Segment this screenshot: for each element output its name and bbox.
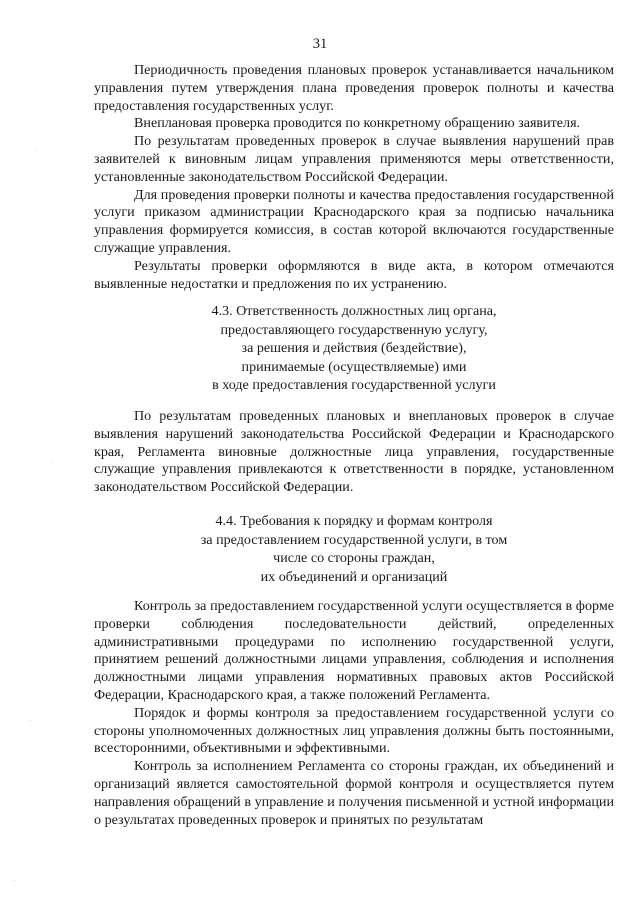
paragraph-unplanned-check: Внеплановая проверка проводится по конкретному обращению заявителя. bbox=[134, 115, 581, 132]
heading-line: за решения и действия (бездействие), bbox=[241, 340, 467, 357]
paragraph-liability: По результатам проведенных плановых и внеплановых проверок в случае выявления нарушений законодательства Российской Федерации и Краснодарского края, Регламента виновные должностные лица управления, государственные служащие управления привлекаются к ответственности в порядке, установленном законодательством Российской Федерации. bbox=[94, 408, 614, 496]
heading-line: принимаемые (осуществляемые) ими bbox=[241, 358, 467, 375]
scan-speck bbox=[14, 880, 15, 881]
paragraph-control-order: Порядок и формы контроля за предоставлением государственной услуги со стороны уполномоченных должностных лиц управления должны быть постоянными, всесторонними, объективными и эффективными. bbox=[94, 704, 614, 757]
paragraph-commission: Для проведения проверки полноты и качества предоставления государственной услуги приказом администрации Краснодарского края за подписью начальника управления формируется комиссия, в состав которой включаются государственные служащие управления. bbox=[94, 186, 614, 256]
scan-speck bbox=[30, 720, 31, 721]
paragraph-citizen-control: Контроль за исполнением Регламента со стороны граждан, их объединений и организаций является самостоятельной формой контроля и осуществляется путем направления обращений в управление и получения письменной и устной информации о результатах проведенных проверок и принятых по результатам bbox=[94, 758, 614, 828]
heading-line: 4.3. Ответственность должностных лиц органа, bbox=[211, 303, 497, 319]
heading-line: предоставляющего государственную услугу, bbox=[220, 321, 488, 338]
paragraph-act: Результаты проверки оформляются в виде акта, в котором отмечаются выявленные недостатки и предложения по их устранению. bbox=[94, 257, 614, 292]
paragraph-control-form: Контроль за предоставлением государственной услуги осуществляется в форме проверки соблюдения последовательности действий, определенных административными процедурами по исполнению государственной услуги, принятием решений должностными лицами управления, соблюдения и исполнения должностными лицами управления нормативных правовых актов Российской Федерации, Краснодарского края, а также положений Регламента. bbox=[94, 598, 614, 703]
section-heading-4-3 bbox=[94, 302, 614, 395]
scan-speck bbox=[52, 462, 53, 463]
heading-line: числе со стороны граждан, bbox=[273, 550, 435, 567]
heading-line: за предоставлением государственной услуги, в том bbox=[200, 531, 508, 548]
body-block-top bbox=[94, 62, 614, 293]
section-heading-4-4 bbox=[94, 512, 614, 586]
section-body-4-4 bbox=[94, 598, 614, 829]
heading-line: в ходе предоставления государственной услуги bbox=[212, 377, 496, 394]
heading-line: их объединений и организаций bbox=[260, 568, 448, 585]
section-body-4-3 bbox=[94, 408, 614, 497]
page-number: 31 bbox=[312, 36, 328, 52]
heading-line: 4.4. Требования к порядку и формам контроля bbox=[215, 513, 493, 529]
scan-speck bbox=[36, 150, 37, 151]
paragraph-periodicity: Периодичность проведения плановых проверок устанавливается начальником управления путем утверждения плана проведения проверок полноты и качества предоставления государственных услуг. bbox=[94, 62, 614, 114]
paragraph-check-results: По результатам проведенных проверок в случае выявления нарушений прав заявителей к виновным лицам управления применяются меры ответственности, установленные законодательством Российской Федерации. bbox=[94, 133, 614, 185]
